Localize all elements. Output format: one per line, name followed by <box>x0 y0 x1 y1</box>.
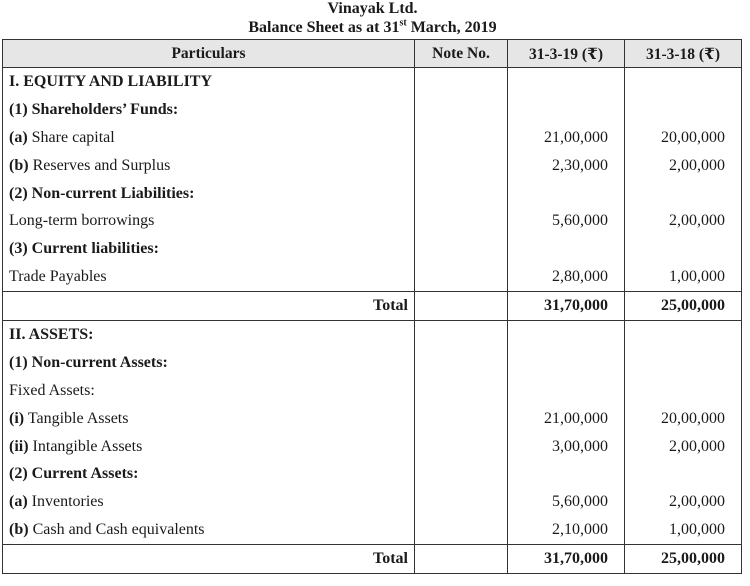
table-row <box>3 68 742 96</box>
row-cash-label: (b) Cash and Cash equivalents <box>3 516 415 544</box>
total-label: Total <box>3 292 415 321</box>
row-share-capital-label: (a) Share capital <box>3 124 415 152</box>
table-row <box>3 235 742 263</box>
reserves-y2: 2,00,000 <box>625 152 742 180</box>
table-row <box>3 433 742 461</box>
table-row <box>3 263 742 291</box>
reserves-y1: 2,30,000 <box>508 152 625 180</box>
table-row <box>3 321 742 349</box>
inventories-y1: 5,60,000 <box>508 488 625 516</box>
table-row <box>3 349 742 377</box>
intangible-y2: 2,00,000 <box>625 433 742 461</box>
title-sup: st <box>399 17 407 29</box>
row-payables-label: Trade Payables <box>3 263 415 291</box>
title-suffix: March, 2019 <box>406 19 497 36</box>
table-row <box>3 96 742 124</box>
table-row <box>3 488 742 516</box>
total-liabilities-y2: 25,00,000 <box>625 292 742 321</box>
borrowings-y1: 5,60,000 <box>508 207 625 235</box>
row-fixed-assets-label: Fixed Assets: <box>3 377 415 405</box>
row-borrowings-label: Long-term borrowings <box>3 207 415 235</box>
payables-y1: 2,80,000 <box>508 263 625 291</box>
table-row <box>3 124 742 152</box>
total-assets-y2: 25,00,000 <box>625 545 742 574</box>
total-row-liabilities <box>3 292 742 321</box>
total-row-assets <box>3 545 742 574</box>
col-year1: 31-3-19 (₹) <box>508 40 625 68</box>
subheading-non-current-liabilities: (2) Non-current Liabilities: <box>3 180 415 208</box>
section-heading-assets: II. ASSETS: <box>3 321 415 349</box>
table-row <box>3 405 742 433</box>
total-assets-y1: 31,70,000 <box>508 545 625 574</box>
inventories-y2: 2,00,000 <box>625 488 742 516</box>
borrowings-y2: 2,00,000 <box>625 207 742 235</box>
cash-y1: 2,10,000 <box>508 516 625 544</box>
col-particulars: Particulars <box>3 40 415 68</box>
tangible-y2: 20,00,000 <box>625 405 742 433</box>
share-capital-y1: 21,00,000 <box>508 124 625 152</box>
subheading-shareholders-funds: (1) Shareholders’ Funds: <box>3 96 415 124</box>
tangible-y1: 21,00,000 <box>508 405 625 433</box>
table-row <box>3 180 742 208</box>
cash-y2: 1,00,000 <box>625 516 742 544</box>
table-row <box>3 152 742 180</box>
col-note: Note No. <box>415 40 508 68</box>
table-row <box>3 207 742 235</box>
intangible-y1: 3,00,000 <box>508 433 625 461</box>
subheading-non-current-assets: (1) Non-current Assets: <box>3 349 415 377</box>
subheading-current-assets: (2) Current Assets: <box>3 460 415 488</box>
title-prefix: Balance Sheet as at 31 <box>248 19 400 36</box>
header-row <box>3 40 742 68</box>
table-row <box>3 460 742 488</box>
payables-y2: 1,00,000 <box>625 263 742 291</box>
balance-sheet-table <box>2 39 742 574</box>
row-tangible-label: (i) Tangible Assets <box>3 405 415 433</box>
row-intangible-label: (ii) Intangible Assets <box>3 433 415 461</box>
subheading-current-liabilities: (3) Current liabilities: <box>3 235 415 263</box>
total-label: Total <box>3 545 415 574</box>
document-title <box>0 18 745 38</box>
row-inventories-label: (a) Inventories <box>3 488 415 516</box>
col-year2: 31-3-18 (₹) <box>625 40 742 68</box>
total-liabilities-y1: 31,70,000 <box>508 292 625 321</box>
row-reserves-label: (b) Reserves and Surplus <box>3 152 415 180</box>
section-heading-equity: I. EQUITY AND LIABILITY <box>3 68 415 96</box>
table-row <box>3 377 742 405</box>
table-row <box>3 516 742 544</box>
company-name: Vinayak Ltd. <box>327 0 418 17</box>
share-capital-y2: 20,00,000 <box>625 124 742 152</box>
